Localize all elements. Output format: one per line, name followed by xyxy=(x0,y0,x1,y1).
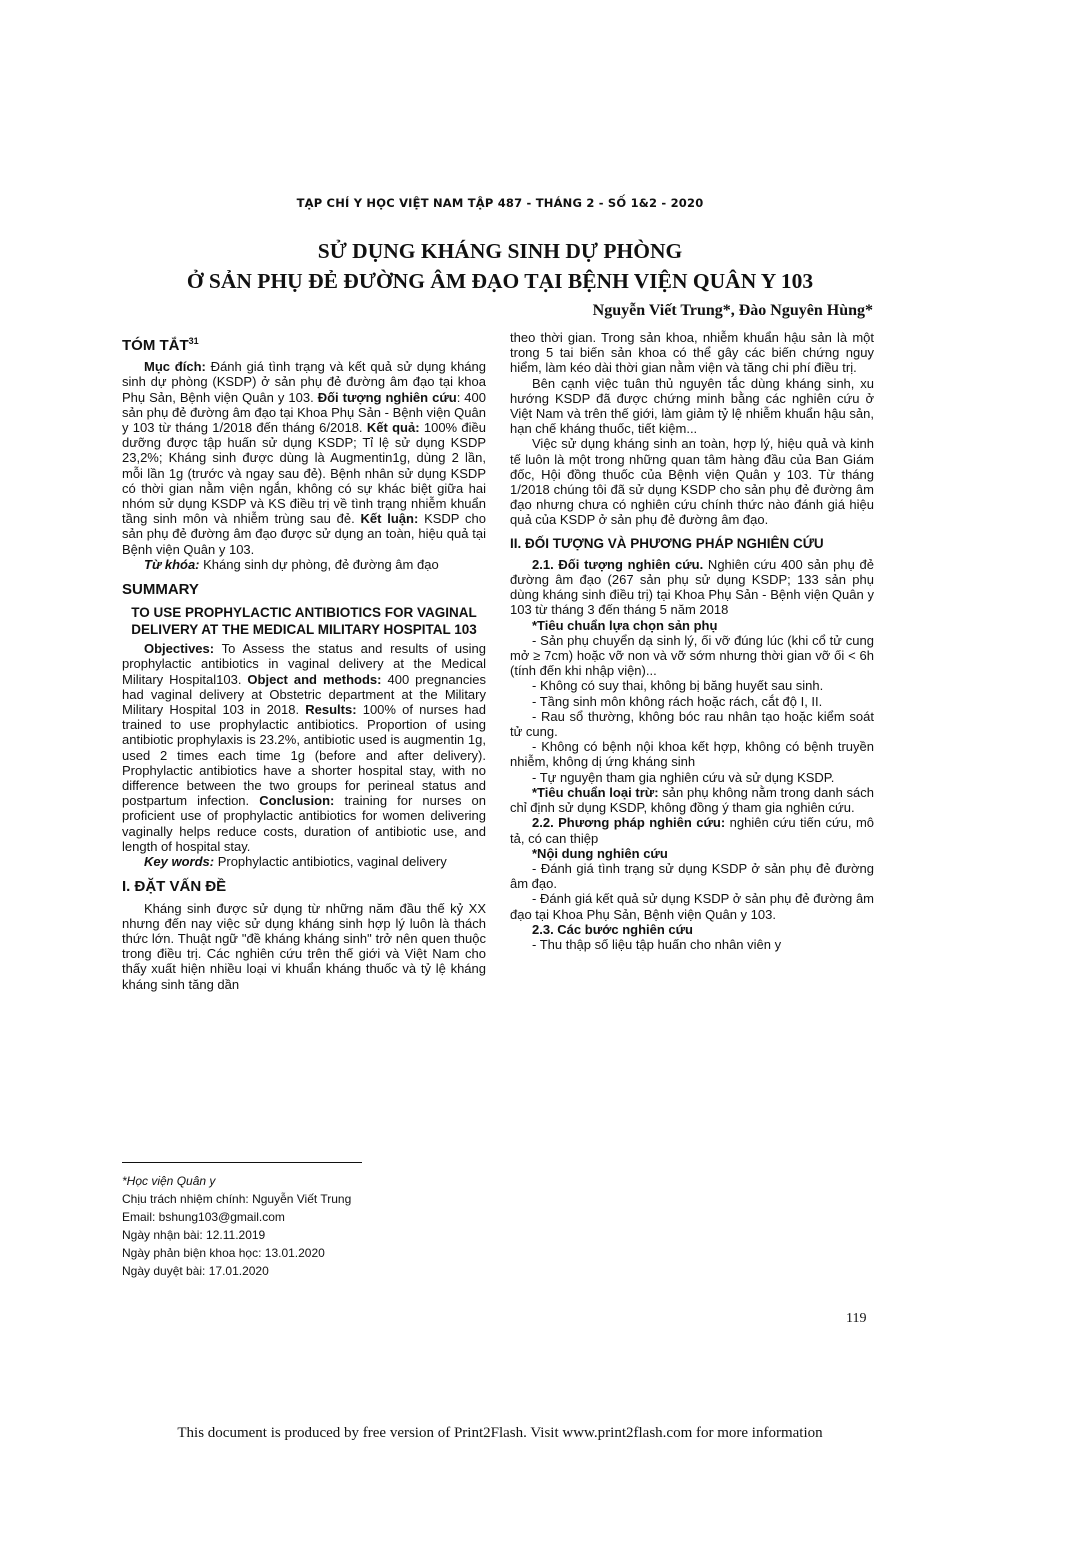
article-title xyxy=(0,236,1000,296)
inclusion-item: - Tầng sinh môn không rách hoặc rách, cắt độ I, II. xyxy=(532,693,823,709)
summary-label-conclusion: Conclusion: xyxy=(259,793,335,809)
abstract-vi-heading xyxy=(122,334,486,353)
section-2-2-label: 2.2. Phương pháp nghiên cứu: xyxy=(532,815,726,831)
keywords-en-text: Prophylactic antibiotics, vaginal delivery xyxy=(214,854,447,870)
abstract-vi-text-conclusion: KSDP cho sản phụ đẻ đường âm đạo được sử dụng an toàn, hiệu quả tại Bệnh viện Quân y 103. xyxy=(122,511,486,557)
section-2-2-text: nghiên cứu tiến cứu, mô tả, có can thiệp xyxy=(510,815,875,846)
inclusion-item: - Rau sổ thường, không bóc rau nhân tạo hoặc kiểm soát tử cung. xyxy=(510,708,874,740)
exclusion-criteria-text: sản phụ không nằm trong danh sách chỉ định sử dụng KSDP, không đồng ý tham gia nghiên cứu. xyxy=(510,784,874,816)
inclusion-item: - Không có bệnh nội khoa kết hợp, không có bệnh truyền nhiễm, không dị ứng kháng sinh xyxy=(510,739,874,770)
footnote-received: Ngày nhận bài: 12.11.2019 xyxy=(122,1228,266,1242)
abstract-vi-text-purpose: Đánh giá tình trạng và kết quả sử dụng kháng sinh dự phòng (KSDP) ở sản phụ đẻ đường âm đạo tại khoa Phụ Sản, Bệnh viện Quân y 103. xyxy=(122,359,486,405)
summary-label-objectives: Objectives: xyxy=(144,641,215,657)
summary-heading: SUMMARY xyxy=(122,581,199,599)
section-1-heading: I. ĐẶT VẤN ĐỀ xyxy=(122,878,227,896)
summary-label-methods: Object and methods: xyxy=(247,671,382,687)
keywords-vi-text: Kháng sinh dự phòng, đẻ đường âm đạo xyxy=(199,556,439,572)
summary-text-objectives: To Assess the status and results of using prophylactic antibiotics in vaginal delivery at the Medical Military Hospital103. xyxy=(122,641,486,687)
abstract-vi-text-results: 100% điều dưỡng được tập huấn sử dụng KSDP; Tỉ lệ sử dụng KSDP 23,2%; Kháng sinh được dùng là Augmentin1g, dùng 2 lần, mỗi lần 1g (trước và ngay sau đẻ). Bệnh nhân sử dụng KSDP có thời gian nằm viện ngắn, không có sự khác biệt giữa hai nhóm sử dụng KSDP và KS điều trị về tình trạng nhiễm khuẩn tầng sinh môn và nhiễm trùng sau đẻ. xyxy=(122,420,487,527)
footnote-marker: 31 xyxy=(188,336,199,346)
abstract-vi-text-subjects: : 400 sản phụ đẻ đường âm đạo tại Khoa Phụ Sản - Bệnh viện Quân y 103 từ tháng 1/2018 đến tháng 6/2018. xyxy=(122,389,486,436)
authors: Nguyễn Viết Trung*, Đào Nguyên Hùng* xyxy=(592,302,873,319)
summary-label-results: Results: xyxy=(305,702,357,718)
section-2-1-text: Nghiên cứu 400 sản phụ đẻ đường âm đạo (267 sản phụ sử dụng KSDP; 133 sản phụ dùng kháng sinh điều trị) tại Khoa Phụ Sản - Bệnh viện Quân y 103 từ tháng 3 đến tháng 5 năm 2018 xyxy=(510,556,874,618)
journal-header: TẠP CHÍ Y HỌC VIỆT NAM TẬP 487 - THÁNG 2 - SỐ 1&2 - 2020 xyxy=(296,196,704,210)
left-column xyxy=(122,334,486,992)
section-2-1 xyxy=(510,557,874,618)
study-content-item: - Đánh giá kết quả sử dụng KSDP ở sản phụ đẻ đường âm đạo tại Khoa Phụ Sản, Bệnh viện Quân y 103. xyxy=(510,891,874,922)
footnote-reviewed: Ngày phản biện khoa học: 13.01.2020 xyxy=(122,1246,325,1260)
section-2-3-item: - Thu thập số liệu tập huấn cho nhân viên y xyxy=(532,936,782,952)
section-2-heading: II. ĐỐI TƯỢNG VÀ PHƯƠNG PHÁP NGHIÊN CỨU xyxy=(510,535,824,551)
summary-body xyxy=(122,641,486,854)
summary-text-methods: 400 pregnancies had vaginal delivery at Obstetric department at the Military Military Hospital 103 in 2018. xyxy=(122,671,486,718)
abstract-vi-label-conclusion: Kết luận: xyxy=(360,511,419,527)
study-content-heading: *Nội dung nghiên cứu xyxy=(532,845,668,861)
footnotes xyxy=(122,1172,486,1280)
abstract-vi-label-results: Kết quả: xyxy=(366,420,420,436)
exclusion-criteria xyxy=(510,785,874,815)
abstract-vi-label-purpose: Mục đích: xyxy=(144,359,206,375)
inclusion-item: - Không có suy thai, không bị băng huyết sau sinh. xyxy=(532,678,824,694)
footnote-email: Email: bshung103@gmail.com xyxy=(122,1210,285,1224)
right-column xyxy=(510,330,874,952)
page-number: 119 xyxy=(846,1311,867,1326)
summary-title: TO USE PROPHYLACTIC ANTIBIOTICS FOR VAGINAL DELIVERY AT THE MEDICAL MILITARY HOSPITAL 103 xyxy=(131,605,477,637)
abstract-vi-keywords xyxy=(122,557,486,572)
abstract-vi-body xyxy=(122,359,486,557)
keywords-en-label: Key words: xyxy=(144,854,215,870)
section-2-3-heading: 2.3. Các bước nghiên cứu xyxy=(532,921,693,937)
abstract-vi-heading-text: TÓM TẮT xyxy=(122,337,189,354)
footnote-responsible: Chịu trách nhiệm chính: Nguyễn Viết Trung xyxy=(122,1192,352,1206)
section-2-1-label: 2.1. Đối tượng nghiên cứu. xyxy=(532,556,704,572)
abstract-vi-label-subjects: Đối tượng nghiên cứu xyxy=(317,389,457,405)
section-1-paragraph-1-continued: theo thời gian. Trong sản khoa, nhiễm khuẩn hậu sản là một trong 5 tai biến sản khoa có thể gây các biến chứng nguy hiểm, làm kéo dài thời gian nằm viện và tăng chi phí điều trị. xyxy=(510,330,874,376)
inclusion-item: - Tự nguyện tham gia nghiên cứu và sử dụng KSDP. xyxy=(532,769,835,785)
footnote-accepted: Ngày duyệt bài: 17.01.2020 xyxy=(122,1264,269,1278)
summary-text-results: 100% of nurses had trained to use prophylactic antibiotics. Proportion of using antibiotic prophylaxis is 23.2%, antibiotic used is augmentin 1g, used 2 times each time 1g (before and after delivery). Prophylactic antibiotics have a shorter hospital stay, with no difference between the two groups for perineal status and postpartum infection. xyxy=(122,702,486,809)
footnote-divider xyxy=(122,1162,362,1163)
keywords-vi-label: Từ khóa: xyxy=(144,556,200,572)
section-1-paragraph-1: Kháng sinh được sử dụng từ những năm đầu thế kỷ XX nhưng đến nay việc sử dụng kháng sinh hợp lý luôn là thách thức lớn. Thuật ngữ "đề kháng kháng sinh" trở nên quen thuộc trong điều trị. Các nghiên cứu trên thế giới và Việt Nam cho thấy xuất hiện nhiều loại vi khuẩn kháng thuốc và tỷ lệ kháng kháng sinh tăng dần xyxy=(122,900,486,992)
exclusion-criteria-label: *Tiêu chuẩn loại trừ: xyxy=(532,784,659,800)
inclusion-criteria-heading: *Tiêu chuẩn lựa chọn sản phụ xyxy=(532,617,718,633)
title-line-1: SỬ DỤNG KHÁNG SINH DỰ PHÒNG xyxy=(317,239,683,263)
footnote-affiliation: *Học viện Quân y xyxy=(122,1174,216,1188)
summary-text-conclusion: training for nurses on proficient use of prophylactic antibiotics for women delivering vaginally helps reduce costs, duration of antibiotic use, and length of hospital stay. xyxy=(122,793,486,854)
study-content-item: - Đánh giá tình trạng sử dụng KSDP ở sản phụ đẻ đường âm đạo. xyxy=(510,860,874,892)
summary-keywords xyxy=(122,854,486,869)
inclusion-item: - Sản phụ chuyển dạ sinh lý, ối vỡ đúng lúc (khi cổ tử cung mở ≥ 7cm) hoặc vỡ non và vỡ sớm nhưng thời gian vỡ ối < 6h (tính đến khi nhập viện)... xyxy=(510,632,874,679)
section-2-2 xyxy=(510,815,874,845)
title-line-2: Ở SẢN PHỤ ĐẺ ĐƯỜNG ÂM ĐẠO TẠI BỆNH VIỆN QUÂN Y 103 xyxy=(186,269,814,293)
section-1-paragraph-3: Việc sử dụng kháng sinh an toàn, hợp lý, hiệu quả và kinh tế luôn là một trong những quan tâm hàng đầu của Ban Giám đốc, Hội đồng thuốc của Bệnh viện Quân y 103. Từ tháng 1/2018 chúng tôi đã sử dụng KSDP cho sản phụ đẻ đường âm đạo nhưng chưa có nghiên cứu chính thức nào đánh giá hiệu quả của KSDP ở sản phụ đẻ đường âm đạo. xyxy=(510,436,874,528)
section-1-paragraph-2: Bên cạnh việc tuân thủ nguyên tắc dùng kháng sinh, xu hướng KSDP đã được chứng minh bằng các nghiên cứu ở Việt Nam và trên thế giới, làm giảm tỷ lệ nhiễm khuẩn hậu sản, hạn chế kháng thuốc, tiết kiệm... xyxy=(510,375,874,437)
print2flash-notice: This document is produced by free version of Print2Flash. Visit www.print2flash.com for more information xyxy=(177,1425,823,1441)
